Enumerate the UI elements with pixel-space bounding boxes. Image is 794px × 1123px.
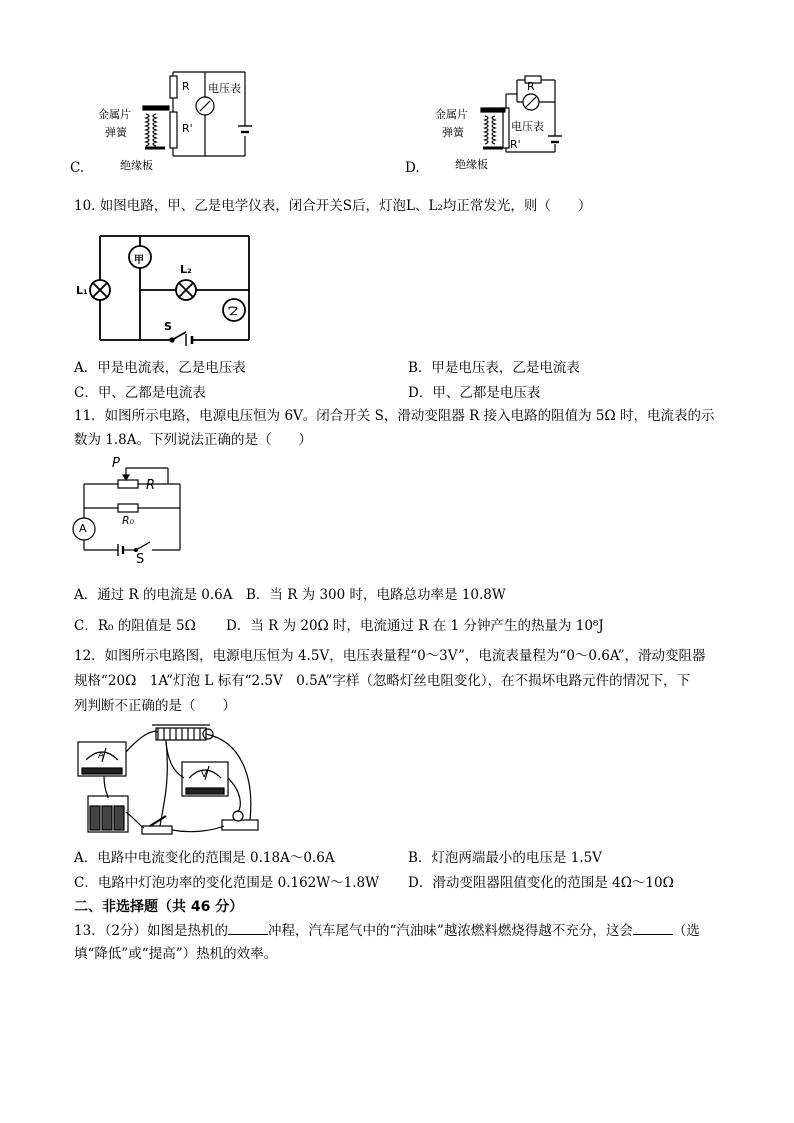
q10-option-d[interactable]: D．甲、乙都是电压表 [408, 385, 541, 401]
q12-option-a[interactable]: A．电路中电流变化的范围是 0.18A～0.6A [74, 850, 335, 866]
q13-text-part2: 冲程，汽车尾气中的“汽油味”越浓燃料燃烧得越不充分，这会 [268, 923, 633, 939]
resistor-r0-label: R₀ [122, 514, 135, 527]
q10-option-a[interactable]: A．甲是电流表，乙是电压表 [74, 360, 246, 376]
metal-sheet-label: 金属片 [435, 108, 468, 121]
figure-option-c [70, 68, 280, 178]
lamp-l2-label: L₂ [180, 263, 192, 276]
meter-a-label: 甲 [134, 255, 144, 266]
q11-option-d[interactable]: D．当 R 为 20Ω 时，电流通过 R 在 1 分钟产生的热量为 10⁸J [226, 618, 604, 634]
svg-text:V: V [201, 770, 208, 780]
q11-option-c[interactable]: C．R₀ 的阻值是 5Ω [74, 618, 196, 634]
q11-option-ab[interactable]: A．通过 R 的电流是 0.6A B．当 R 为 300 时，电路总功率是 10.8W [74, 587, 506, 603]
q12-stem-line1: 12．如图所示电路图，电源电压恒为 4.5V，电压表量程“0～3V”，电流表量程为“0～0.6A”，滑动变阻器 [74, 648, 706, 664]
q10-stem: 10. 如图电路，甲、乙是电学仪表，闭合开关S后，灯泡L、L₂均正常发光，则（ ） [74, 198, 592, 214]
option-c-letter: C. [70, 160, 85, 176]
section-heading: 二、非选择题（共 46 分） [74, 899, 244, 915]
resistor-r-label: R [146, 478, 156, 493]
q11-stem-line2: 数为 1.8A。下列说法正确的是（ ） [74, 432, 313, 448]
resistor-r-label: R [527, 80, 535, 93]
ammeter-icon: A [79, 522, 87, 535]
q12-option-d[interactable]: D．滑动变阻器阻值变化的范围是 4Ω～10Ω [408, 875, 674, 891]
q12-stem-line3: 列判断不正确的是（ ） [74, 698, 236, 714]
resistor-rprime-label: R' [182, 122, 193, 135]
q10-option-c[interactable]: C．甲、乙都是电流表 [74, 385, 206, 401]
q13-text-part1: 13．（2分）如图是热机的 [74, 923, 229, 939]
q13-blank-1[interactable] [228, 920, 268, 935]
lamp-l1-label: L₁ [76, 284, 88, 297]
metal-sheet-label: 金属片 [98, 108, 131, 121]
q11-figure [68, 458, 188, 570]
resistor-rprime-label: R' [510, 138, 521, 151]
q10-option-b[interactable]: B．甲是电压表，乙是电流表 [408, 360, 580, 376]
circuit-diagram-c [70, 68, 280, 178]
q12-option-c[interactable]: C．电路中灯泡功率的变化范围是 0.162W～1.8W [74, 875, 379, 891]
circuit-diagram-d [405, 72, 605, 180]
insulator-label: 绝缘板 [455, 158, 488, 171]
voltmeter-label: 电压表 [208, 82, 241, 95]
switch-s-label: S [164, 320, 172, 333]
q10-figure [74, 228, 264, 348]
switch-s-label: S [136, 552, 145, 567]
resistor-r-label: R [182, 80, 190, 93]
option-d-letter: D. [405, 160, 420, 176]
q12-option-b[interactable]: B．灯泡两端最小的电压是 1.5V [408, 850, 602, 866]
q13-line2: 填“降低”或“提高”）热机的效率。 [74, 946, 278, 962]
insulator-label: 绝缘板 [120, 159, 153, 172]
voltmeter-label: 电压表 [511, 120, 544, 133]
q12-stem-line2: 规格“20Ω 1A”灯泡 L 标有“2.5V 0.5A”字样（忽略灯丝电阻变化），在不损坏电路元件的情况下，下 [74, 673, 691, 689]
svg-text:A: A [98, 751, 105, 761]
q12-physical-circuit-picture [74, 722, 264, 840]
spring-label: 弹簧 [442, 126, 464, 139]
slider-p-label: P [112, 456, 120, 471]
meter-b-label: 乙 [228, 304, 238, 315]
q12-figure [74, 722, 264, 840]
spring-label: 弹簧 [105, 126, 127, 139]
figure-option-d [405, 72, 605, 180]
q13-text-part3: （选 [672, 923, 700, 939]
q13-blank-2[interactable] [633, 920, 673, 935]
q11-stem-line1: 11．如图所示电路，电源电压恒为 6V。闭合开关 S，滑动变阻器 R 接入电路的阻值为 5Ω 时，电流表的示 [74, 408, 715, 424]
q13-line1 [74, 920, 700, 941]
